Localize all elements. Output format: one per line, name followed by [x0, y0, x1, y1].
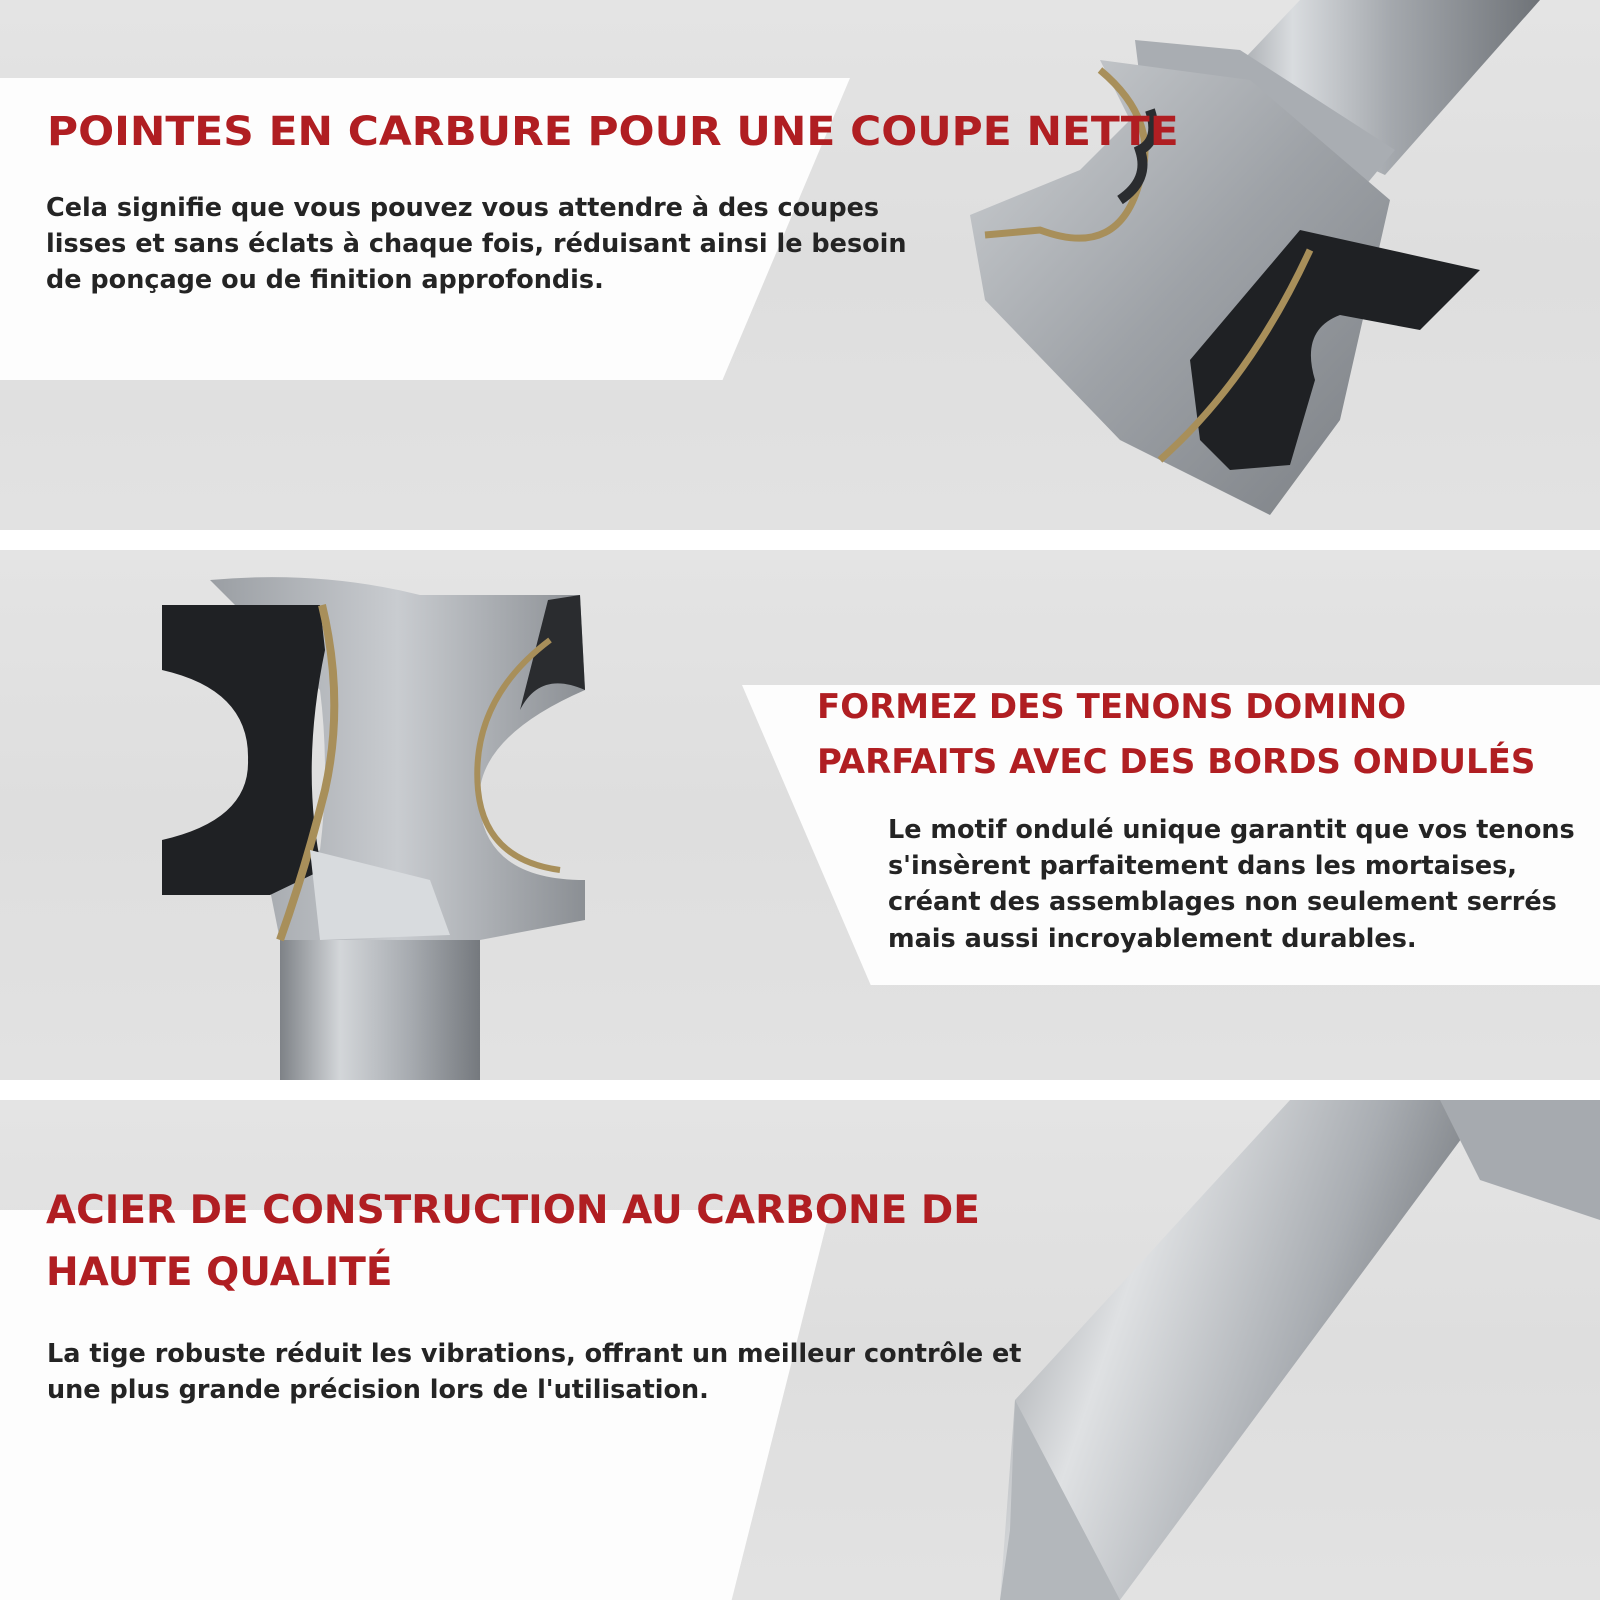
- section-description: Le motif ondulé unique garantit que vos tenons s'insèrent parfaitement dans les mortaises, créant des assemblages non seulement serrés mais aussi incroyablement durables.: [888, 815, 1575, 954]
- feature-panel-domino-tenons: [0, 550, 1600, 1080]
- section-title: ACIER DE CONSTRUCTION AU CARBONE DE HAUTE QUALITÉ: [46, 1188, 980, 1295]
- feature-panel-carbide-tips: [0, 0, 1600, 530]
- section-title: POINTES EN CARBURE POUR UNE COUPE NETTE: [47, 109, 1179, 155]
- feature-panel-carbon-steel: [0, 1100, 1600, 1600]
- section-description: La tige robuste réduit les vibrations, offrant un meilleur contrôle et une plus grande précision lors de l'utilisation.: [47, 1339, 1022, 1406]
- section-title: FORMEZ DES TENONS DOMINO PARFAITS AVEC DES BORDS ONDULÉS: [817, 687, 1536, 783]
- section-description: Cela signifie que vous pouvez vous attendre à des coupes lisses et sans éclats à chaque fois, réduisant ainsi le besoin de ponçage ou de finition approfondis.: [46, 193, 907, 296]
